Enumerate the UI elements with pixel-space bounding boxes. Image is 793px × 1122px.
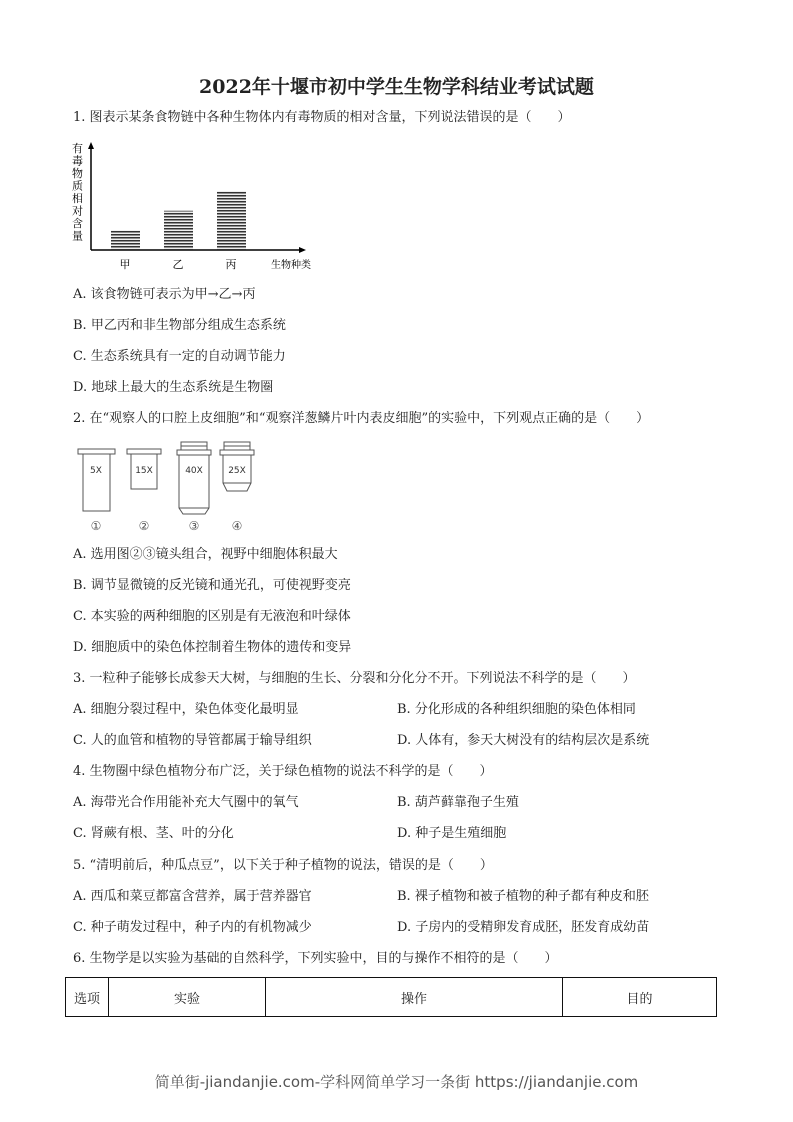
lens-2-eyepiece [127, 449, 161, 533]
y-axis-arrow-icon [88, 142, 94, 149]
y-label-char: 物 [72, 167, 83, 180]
microscope-lenses-figure [75, 440, 275, 535]
svg-text:15X: 15X [135, 466, 153, 476]
q1-option-a: A. 该食物链可表示为甲→乙→丙 [73, 287, 256, 302]
lens-4-objective [220, 442, 254, 533]
q3-option-a: A. 细胞分裂过程中，染色体变化最明显 [73, 702, 299, 717]
svg-text:①: ① [90, 519, 102, 533]
question-3-stem: 3. 一粒种子能够长成参天大树，与细胞的生长、分裂和分化分不开。下列说法不科学的是（ ） [73, 671, 636, 686]
y-label-char: 含 [72, 217, 83, 230]
svg-text:40X: 40X [185, 466, 203, 476]
toxin-bar-chart [66, 138, 336, 273]
question-6-stem: 6. 生物学是以实验为基础的自然科学，下列实验中，目的与操作不相符的是（ ） [73, 951, 558, 966]
svg-text:④: ④ [231, 519, 243, 533]
x-axis-arrow-icon [299, 247, 306, 253]
q2-option-b: B. 调节显微镜的反光镜和通光孔，可使视野变亮 [73, 578, 351, 593]
bar-甲 [111, 230, 140, 250]
table-header-row [66, 978, 717, 1017]
header-option: 选项 [66, 978, 109, 1017]
footer-watermark: 简单街-jiandanjie.com-学科网简单学习一条街 https://jiandanjie.com [154, 1073, 639, 1091]
q2-option-c: C. 本实验的两种细胞的区别是有无液泡和叶绿体 [73, 609, 351, 624]
lens-3-objective [177, 442, 211, 533]
q2-option-d: D. 细胞质中的染色体控制着生物体的遗传和变异 [73, 640, 352, 655]
q5-option-d: D. 子房内的受精卵发育成胚，胚发育成幼苗 [397, 920, 650, 935]
header-operation: 操作 [266, 978, 563, 1017]
q5-option-a: A. 西瓜和菜豆都富含营养，属于营养器官 [73, 889, 312, 904]
x-tick-label: 丙 [225, 258, 237, 271]
x-tick-label: 乙 [172, 258, 184, 271]
q6-table [65, 977, 717, 1017]
q5-option-c: C. 种子萌发过程中，种子内的有机物减少 [73, 920, 312, 935]
q5-option-b: B. 裸子植物和被子植物的种子都有种皮和胚 [397, 889, 649, 904]
chart-x-axis-label: 生物种类 [271, 260, 311, 271]
lens-1-eyepiece [78, 449, 115, 533]
q3-option-c: C. 人的血管和植物的导管都属于输导组织 [73, 733, 312, 748]
svg-text:25X: 25X [228, 466, 246, 476]
svg-text:5X: 5X [90, 466, 102, 476]
svg-text:③: ③ [188, 519, 200, 533]
question-2-stem: 2. 在“观察人的口腔上皮细胞”和“观察洋葱鳞片叶内表皮细胞”的实验中，下列观点正确的是（ ） [73, 411, 650, 426]
question-5-stem: 5. “清明前后，种瓜点豆”，以下关于种子植物的说法，错误的是（ ） [73, 858, 493, 873]
chart-y-axis-label [72, 142, 83, 243]
question-1-stem: 1. 图表示某条食物链中各种生物体内有毒物质的相对含量，下列说法错误的是（ ） [73, 110, 571, 125]
y-label-char: 毒 [72, 154, 83, 168]
page-title: 2022年十堰市初中学生生物学科结业考试试题 [199, 76, 594, 98]
q1-option-d: D. 地球上最大的生态系统是生物圈 [73, 380, 274, 395]
y-label-char: 量 [72, 229, 83, 243]
header-purpose: 目的 [563, 978, 717, 1017]
y-label-char: 对 [72, 204, 83, 218]
y-label-char: 有 [72, 142, 83, 155]
x-tick-label: 甲 [119, 258, 131, 271]
q4-option-d: D. 种子是生殖细胞 [397, 826, 507, 841]
bar-乙 [164, 211, 193, 250]
q3-option-d: D. 人体有，参天大树没有的结构层次是系统 [397, 733, 650, 748]
q3-option-b: B. 分化形成的各种组织细胞的染色体相同 [397, 702, 636, 717]
q1-option-c: C. 生态系统具有一定的自动调节能力 [73, 349, 286, 364]
y-label-char: 相 [72, 192, 83, 205]
header-experiment: 实验 [109, 978, 266, 1017]
q2-option-a: A. 选用图②③镜头组合，视野中细胞体积最大 [73, 547, 338, 562]
bar-丙 [217, 191, 246, 250]
q4-option-a: A. 海带光合作用能补充大气圈中的氧气 [73, 795, 299, 810]
y-label-char: 质 [72, 179, 83, 193]
q4-option-c: C. 肾蕨有根、茎、叶的分化 [73, 826, 234, 841]
svg-text:②: ② [138, 519, 150, 533]
q1-option-b: B. 甲乙丙和非生物部分组成生态系统 [73, 318, 286, 333]
q4-option-b: B. 葫芦藓靠孢子生殖 [397, 795, 519, 810]
question-4-stem: 4. 生物圈中绿色植物分布广泛，关于绿色植物的说法不科学的是（ ） [73, 764, 493, 779]
